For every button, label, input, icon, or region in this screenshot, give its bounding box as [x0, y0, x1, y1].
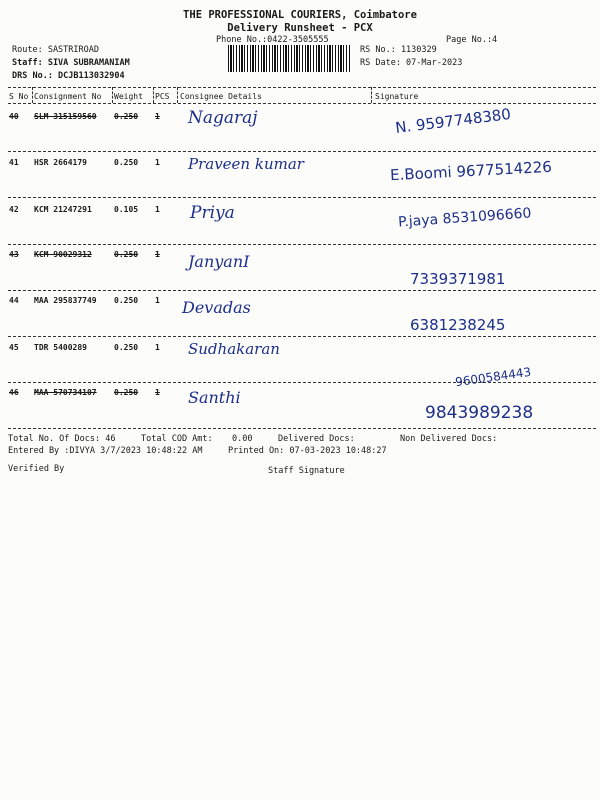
row-pcs: 1 [155, 296, 160, 305]
row-pcs: 1 [155, 158, 160, 167]
row-sno: 40 [9, 112, 19, 121]
row-signature: N. 9597748380 [394, 104, 512, 138]
row-separator [8, 382, 596, 383]
row-signature: 9600584443 [454, 364, 532, 390]
page-number: Page No.:4 [446, 35, 498, 45]
row-separator [8, 428, 596, 429]
row-consignee: Priya [190, 203, 235, 223]
total-cod-value: 0.00 [232, 434, 253, 444]
row-consignment: TDR 5400289 [34, 343, 87, 352]
row-weight: 0.250 [114, 250, 139, 259]
row-pcs: 1 [155, 343, 160, 352]
delivered-docs: Delivered Docs: [278, 434, 355, 444]
row-sno: 45 [9, 343, 19, 352]
non-delivered-docs: Non Delivered Docs: [400, 434, 498, 444]
row-separator [8, 336, 596, 337]
row-separator [8, 197, 596, 198]
col-divider [112, 87, 113, 103]
row-weight: 0.250 [114, 388, 139, 397]
phone-number: Phone No.:0422-3505555 [216, 35, 329, 45]
row-sno: 41 [9, 158, 19, 167]
staff-label: Staff: SIVA SUBRAMANIAM [12, 58, 130, 68]
row-consignment: KCM 90029312 [34, 250, 92, 259]
row-signature: 6381238245 [410, 316, 506, 334]
row-signature: E.Boomi 9677514226 [389, 157, 553, 185]
header-bottom-rule [8, 103, 596, 104]
row-signature: 7339371981 [410, 270, 506, 288]
row-separator [8, 244, 596, 245]
total-cod-label: Total COD Amt: [141, 434, 213, 444]
row-consignee: Nagaraj [188, 108, 258, 128]
row-pcs: 1 [155, 112, 160, 121]
verified-by: Verified By [8, 464, 65, 474]
rs-number: RS No.: 1130329 [360, 45, 437, 55]
route-label: Route: SASTRIROAD [12, 45, 99, 55]
col-header-pcs: PCS [155, 92, 170, 101]
row-sno: 43 [9, 250, 19, 259]
printed-on: Printed On: 07-03-2023 10:48:27 [228, 446, 387, 456]
row-pcs: 1 [155, 250, 160, 259]
document-title: Delivery Runsheet - PCX [227, 22, 373, 34]
row-separator [8, 151, 596, 152]
barcode-image [228, 45, 350, 72]
col-header-consignment: Consignment No [34, 92, 102, 101]
entered-by: Entered By :DIVYA 3/7/2023 10:48:22 AM [8, 446, 203, 456]
col-header-weight: Weight [114, 92, 143, 101]
row-separator [8, 290, 596, 291]
col-header-sno: S No [9, 92, 29, 101]
row-consignment: MAA 570734107 [34, 388, 97, 397]
row-consignment: SLM 315159560 [34, 112, 97, 121]
row-pcs: 1 [155, 205, 160, 214]
row-weight: 0.250 [114, 112, 139, 121]
row-consignment: MAA 295837749 [34, 296, 97, 305]
company-title: THE PROFESSIONAL COURIERS, Coimbatore [183, 9, 417, 21]
row-consignment: HSR 2664179 [34, 158, 87, 167]
row-weight: 0.250 [114, 158, 139, 167]
row-weight: 0.105 [114, 205, 139, 214]
row-sno: 46 [9, 388, 19, 397]
table-top-rule [8, 87, 596, 88]
staff-signature-label: Staff Signature [268, 466, 345, 476]
row-sno: 44 [9, 296, 19, 305]
col-divider [177, 87, 178, 103]
row-consignee: Devadas [182, 298, 251, 317]
row-pcs: 1 [155, 388, 160, 397]
col-divider [32, 87, 33, 103]
col-divider [153, 87, 154, 103]
row-consignee: Sudhakaran [188, 340, 280, 358]
row-sno: 42 [9, 205, 19, 214]
col-header-signature: Signature [375, 92, 419, 101]
col-divider [371, 87, 372, 103]
row-consignee: Santhi [188, 388, 241, 407]
drs-number: DRS No.: DCJB113032904 [12, 71, 125, 81]
col-header-consignee: Consignee Details [180, 92, 262, 101]
row-signature: P.jaya 8531096660 [397, 205, 532, 231]
row-consignee: JanyanI [188, 252, 250, 271]
total-docs: Total No. Of Docs: 46 [8, 434, 116, 444]
rs-date: RS Date: 07-Mar-2023 [360, 58, 463, 68]
row-weight: 0.250 [114, 296, 139, 305]
row-signature: 9843989238 [425, 403, 534, 423]
row-consignee: Praveen kumar [188, 155, 304, 173]
row-consignment: KCM 21247291 [34, 205, 92, 214]
row-weight: 0.250 [114, 343, 139, 352]
